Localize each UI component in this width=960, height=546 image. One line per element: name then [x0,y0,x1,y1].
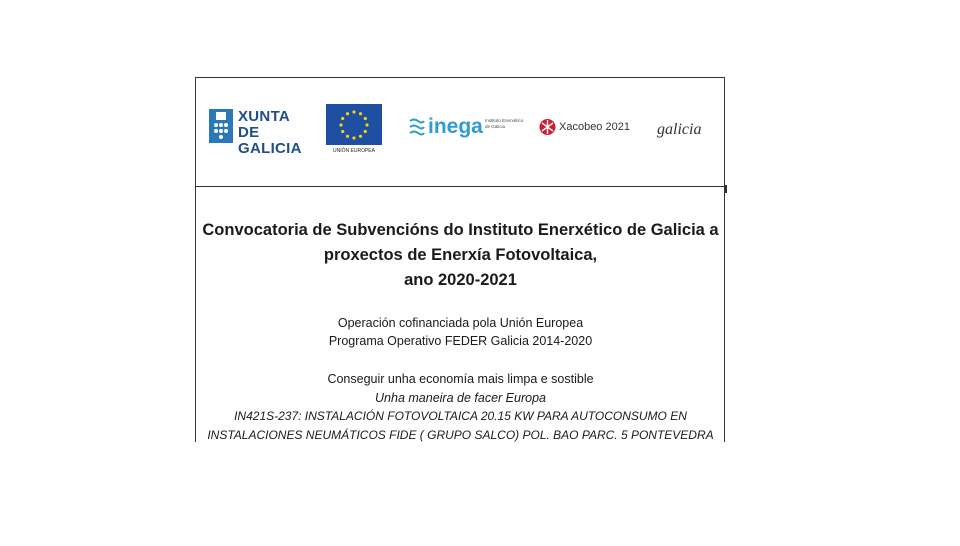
eu-flag-icon [326,104,382,145]
title-line1: Convocatoria de Subvencións do Instituto Enerxético de Galicia a [202,221,719,239]
eu-logo [326,104,382,156]
operation-line1: Operación cofinanciada pola Unión Europea [337,316,584,330]
title-line2: proxectos de Enerxía Fotovoltaica, [323,246,598,264]
xunta-line2: DE GALICIA [238,124,302,157]
subsidy-notice-panel [195,77,725,442]
inega-logo [409,115,529,141]
inega-wordmark: inega [428,115,483,138]
eu-caption: UNIÓN EUROPEA [333,148,375,154]
project-line1: IN421S-237: INSTALACIÓN FOTOVOLTAICA 20.15 KW PARA AUTOCONSUMO EN [234,409,687,423]
project-description [196,407,725,445]
slogan [196,370,725,408]
xacobeo-wordmark: Xacobeo 2021 [559,121,630,133]
xunta-shield-icon [209,109,233,143]
inega-subtitle [485,118,523,130]
inega-mark-icon [409,117,425,137]
xunta-de-galicia-logo [209,108,314,157]
notice-title [196,218,725,293]
xunta-line1: XUNTA [238,108,291,125]
inega-sub-line1: Instituto Enerxético [485,118,524,123]
logo-strip [196,78,725,187]
project-line2: INSTALACIONES NEUMÁTICOS FIDE ( GRUPO SALCO) POL. BAO PARC. 5 PONTEVEDRA [207,428,714,442]
xacobeo-logo [539,118,634,138]
inega-sub-line2: de Galicia [485,124,506,129]
xacobeo-mark-icon [539,118,556,136]
operation-info [196,314,725,350]
divider-tick [725,185,727,193]
title-line3: ano 2020-2021 [404,271,517,289]
slogan-line2: Unha maneira de facer Europa [375,391,546,405]
galicia-logo [657,121,713,139]
xunta-logo-text [238,109,314,157]
galicia-wordmark: galicia [657,121,702,138]
operation-line2: Programa Operativo FEDER Galicia 2014-2020 [328,334,593,348]
slogan-line1: Conseguir unha economía mais limpa e sostible [327,372,594,386]
